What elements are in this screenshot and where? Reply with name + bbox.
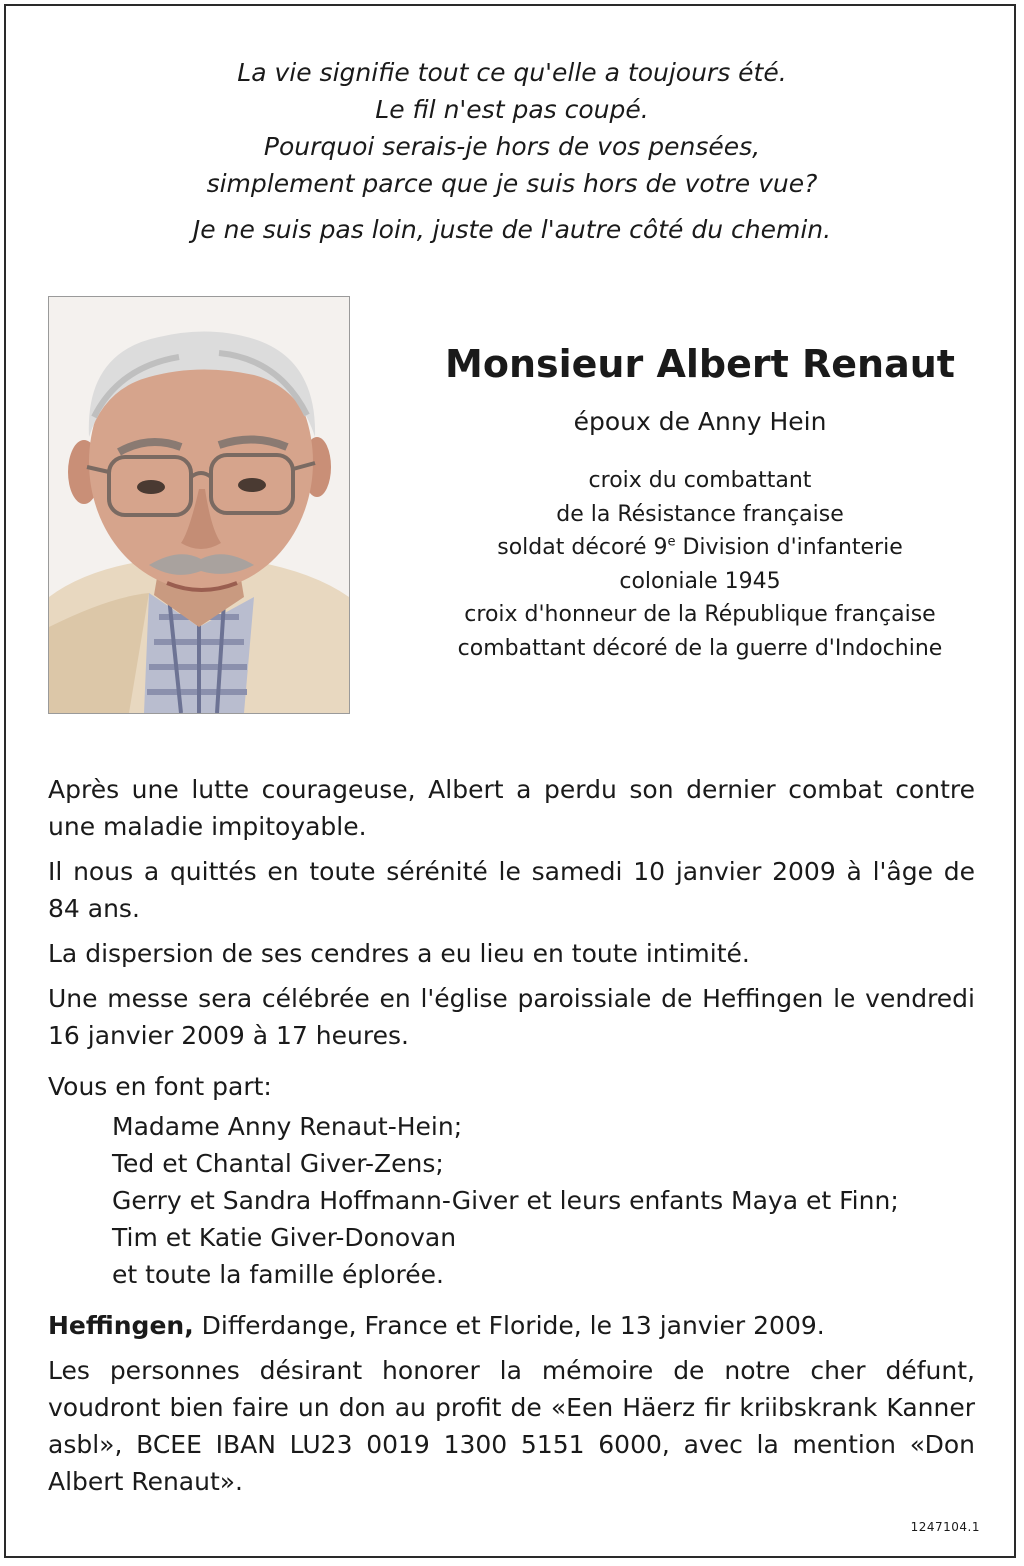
paragraph-ashes: La dispersion de ses cendres a eu lieu en toute intimité. — [48, 939, 750, 968]
honor-line: de la Résistance française — [556, 501, 844, 527]
place-town: Heffingen, — [48, 1311, 194, 1340]
place-date-line — [48, 1307, 975, 1344]
paragraph-mass: Une messe sera célébrée en l'église paroissiale de Heffingen le vendredi 16 janvier 2009 à 17 heures. — [48, 984, 975, 1050]
announce-line: Vous en font part: — [48, 1072, 272, 1101]
family-member: Tim et Katie Giver-Donovan — [112, 1223, 457, 1252]
portrait-illustration — [49, 297, 349, 713]
poem-line: simplement parce que je suis hors de votre vue? — [206, 169, 818, 198]
honor-text: soldat décoré 9 — [497, 535, 668, 561]
family-member: Madame Anny Renaut-Hein; — [112, 1112, 463, 1141]
family-member: Ted et Chantal Giver-Zens; — [112, 1149, 444, 1178]
honor-line: coloniale 1945 — [619, 568, 781, 594]
notice-body — [48, 771, 975, 1500]
reference-number: 1247104.1 — [910, 1520, 980, 1534]
portrait-photo — [48, 296, 350, 714]
honor-line: combattant décoré de la guerre d'Indochine — [457, 635, 943, 661]
poem-line: Pourquoi serais-je hors de vos pensées, — [263, 132, 761, 161]
poem — [0, 54, 1024, 248]
honor-line: croix d'honneur de la République française — [464, 602, 936, 628]
family-list — [112, 1108, 975, 1293]
deceased-name: Monsieur Albert Renaut — [445, 342, 955, 386]
paragraph-struggle: Après une lutte courageuse, Albert a perdu son dernier combat contre une maladie impitoyable. — [48, 775, 975, 841]
poem-line: Le fil n'est pas coupé. — [375, 95, 649, 124]
paragraph-donation: Les personnes désirant honorer la mémoire de notre cher défunt, voudront bien faire un don au profit de «Een Häerz fir kriibskrank Kanner asbl», BCEE IBAN LU23 0019 1300 5151 6000, avec la mention «Don Albert Renaut». — [48, 1356, 975, 1496]
honor-line — [410, 531, 990, 565]
honor-line: croix du combattant — [588, 468, 812, 493]
ordinal-suffix: e — [667, 534, 676, 550]
poem-line: La vie signifie tout ce qu'elle a toujours été. — [237, 58, 787, 87]
poem-line: Je ne suis pas loin, juste de l'autre côté du chemin. — [192, 215, 832, 244]
family-member: et toute la famille éplorée. — [112, 1260, 444, 1289]
spouse-line: époux de Anny Hein — [573, 407, 827, 436]
family-member: Gerry et Sandra Hoffmann-Giver et leurs enfants Maya et Finn; — [112, 1186, 899, 1215]
paragraph-death-date: Il nous a quittés en toute sérénité le samedi 10 janvier 2009 à l'âge de 84 ans. — [48, 857, 975, 923]
honors-list — [410, 464, 990, 666]
place-rest: Differdange, France et Floride, le 13 janvier 2009. — [193, 1311, 825, 1340]
honor-text: Division d'infanterie — [675, 535, 903, 561]
